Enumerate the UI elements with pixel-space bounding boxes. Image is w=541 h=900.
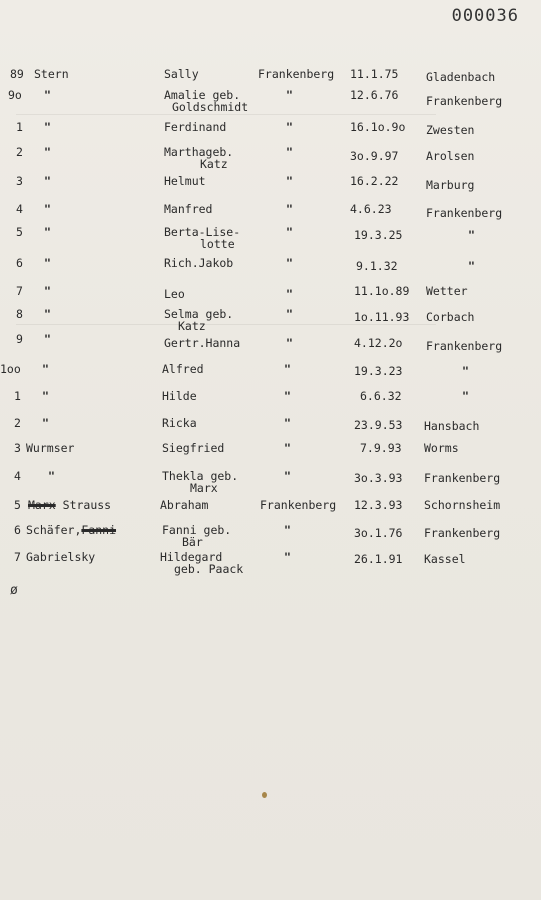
row-number: 3 — [16, 174, 23, 188]
row-number: 9o — [8, 88, 22, 102]
residence: " — [284, 441, 291, 455]
birthplace: " — [468, 259, 475, 273]
surname: " — [44, 284, 51, 298]
residence: " — [286, 120, 293, 134]
surname: Stern — [34, 67, 69, 81]
paper-stain — [262, 792, 267, 798]
residence: " — [284, 416, 291, 430]
residence: " — [286, 174, 293, 188]
row-number: 4 — [16, 202, 23, 216]
document-number: 000036 — [451, 6, 519, 26]
surname: " — [42, 389, 49, 403]
surname: Schäfer,Fanni — [26, 523, 117, 537]
birth-date: 3o.9.97 — [350, 149, 399, 163]
birth-date: 26.1.91 — [354, 552, 403, 566]
row-number: 7 — [14, 550, 21, 564]
first-name: Manfred — [164, 202, 213, 216]
residence: " — [286, 336, 293, 350]
first-name: Sally — [164, 67, 199, 81]
birthplace: Corbach — [426, 310, 475, 324]
surname: " — [44, 174, 51, 188]
residence: " — [284, 389, 291, 403]
row-number: 5 — [14, 498, 21, 512]
row-number: 1 — [16, 120, 23, 134]
row-number: 6 — [16, 256, 23, 270]
surname: " — [44, 225, 51, 239]
struck-out-text: Marx — [28, 498, 56, 512]
surname: " — [44, 120, 51, 134]
row-number: 89 — [10, 67, 24, 81]
first-name: Fanni geb. Bär — [162, 523, 232, 549]
residence: " — [284, 523, 291, 537]
first-name: Ricka — [162, 416, 197, 430]
row-number: 2 — [16, 145, 23, 159]
surname: " — [42, 416, 49, 430]
residence: Frankenberg — [260, 498, 337, 512]
surname: Gabrielsky — [26, 550, 96, 564]
residence: " — [286, 145, 293, 159]
surname: Marx Strauss — [28, 498, 112, 512]
first-name: Leo — [164, 287, 185, 301]
birth-date: 19.3.25 — [354, 228, 403, 242]
residence: " — [284, 550, 291, 564]
first-name: Ferdinand — [164, 120, 227, 134]
row-number: 3 — [14, 441, 21, 455]
birth-date: 11.1.75 — [350, 67, 399, 81]
birthplace: Frankenberg — [426, 94, 503, 108]
row-number: 2 — [14, 416, 21, 430]
birthplace: Hansbach — [424, 419, 480, 433]
birthplace: " — [468, 228, 475, 242]
faint-rule — [16, 114, 436, 115]
birthplace: Worms — [424, 441, 459, 455]
surname: " — [44, 202, 51, 216]
birthplace: " — [462, 364, 469, 378]
birthplace: Gladenbach — [426, 70, 496, 84]
residence: " — [284, 469, 291, 483]
birth-date: 16.1o.9o — [350, 120, 406, 134]
surname: " — [48, 469, 55, 483]
residence: " — [286, 225, 293, 239]
residence: " — [284, 362, 291, 376]
birthplace: Kassel — [424, 552, 466, 566]
birth-date: 19.3.23 — [354, 364, 403, 378]
residence: " — [286, 287, 293, 301]
first-name: Selma geb. Katz — [164, 307, 234, 333]
first-name: Siegfried — [162, 441, 225, 455]
birthplace: Frankenberg — [426, 206, 503, 220]
residence: " — [286, 88, 293, 102]
birth-date: 23.9.53 — [354, 418, 403, 432]
first-name: Berta-Lise- lotte — [164, 225, 241, 251]
surname: " — [42, 362, 49, 376]
first-name: Helmut — [164, 174, 206, 188]
first-name: Marthageb. Katz — [164, 145, 234, 171]
birth-date: 11.1o.89 — [354, 284, 410, 298]
birth-date: 12.3.93 — [354, 498, 403, 512]
residence: " — [286, 307, 293, 321]
birthplace: Schornsheim — [424, 498, 501, 512]
row-number: 9 — [16, 332, 23, 346]
surname: " — [44, 88, 51, 102]
first-name: Gertr.Hanna — [164, 336, 241, 350]
birthplace: Marburg — [426, 178, 475, 192]
birth-date: 16.2.22 — [350, 174, 399, 188]
birthplace: Arolsen — [426, 149, 475, 163]
first-name: Hildegard geb. Paack — [160, 550, 244, 576]
first-name: Abraham — [160, 498, 209, 512]
birth-date: 4.12.2o — [354, 336, 403, 350]
birth-date: 9.1.32 — [356, 259, 398, 273]
surname: " — [44, 145, 51, 159]
birthplace: Frankenberg — [424, 526, 501, 540]
row-number: 7 — [16, 284, 23, 298]
struck-out-text: Fanni — [81, 523, 117, 537]
first-name: Alfred — [162, 362, 204, 376]
surname: Wurmser — [26, 441, 75, 455]
birth-date: 7.9.93 — [360, 441, 402, 455]
birth-date: 4.6.23 — [350, 202, 392, 216]
surname: " — [44, 256, 51, 270]
birth-date: 3o.1.76 — [354, 526, 403, 540]
birth-date: 3o.3.93 — [354, 471, 403, 485]
first-name: Thekla geb. Marx — [162, 469, 239, 495]
first-name: Rich.Jakob — [164, 256, 234, 270]
birthplace: Frankenberg — [426, 339, 503, 353]
birth-date: 12.6.76 — [350, 88, 399, 102]
surname: " — [44, 307, 51, 321]
birth-date: 1o.11.93 — [354, 310, 410, 324]
first-name: Amalie geb. Goldschmidt — [164, 88, 249, 114]
end-mark: ø — [10, 583, 18, 598]
birthplace: Wetter — [426, 284, 468, 298]
row-number: 1 — [14, 389, 21, 403]
row-number: 4 — [14, 469, 21, 483]
residence: " — [286, 256, 293, 270]
row-number: 8 — [16, 307, 23, 321]
birth-date: 6.6.32 — [360, 389, 402, 403]
row-number: 6 — [14, 523, 21, 537]
row-number: 1oo — [0, 362, 21, 376]
birthplace: " — [462, 389, 469, 403]
row-number: 5 — [16, 225, 23, 239]
birthplace: Zwesten — [426, 123, 475, 137]
birthplace: Frankenberg — [424, 471, 501, 485]
first-name: Hilde — [162, 389, 197, 403]
surname: " — [44, 332, 51, 346]
residence: " — [286, 202, 293, 216]
residence: Frankenberg — [258, 67, 335, 81]
